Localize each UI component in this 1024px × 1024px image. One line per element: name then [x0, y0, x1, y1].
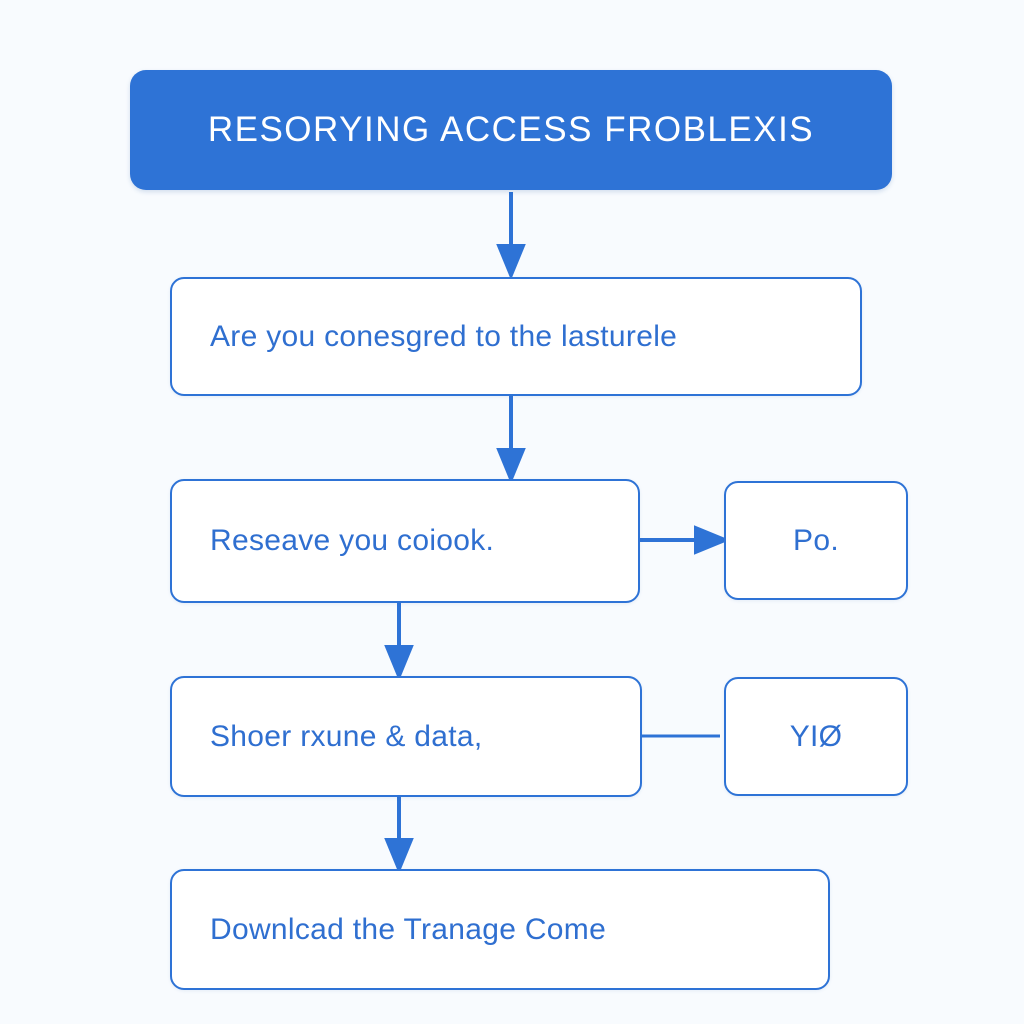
flowchart-node-yes[interactable] [724, 677, 908, 796]
flowchart-node-restart[interactable] [170, 479, 640, 603]
flowchart-node-download[interactable] [170, 869, 830, 990]
flowchart-node-connected[interactable] [170, 277, 862, 396]
flowchart-node-label: Downlcad the Tranage Come [210, 912, 607, 946]
flowchart-node-label: Po. [793, 523, 839, 557]
flowchart-node-label: Are you conesgred to the lasturele [210, 319, 678, 353]
page-title: RESORYING ACCESS FROBLEXIS [207, 110, 815, 149]
flowchart-node-share[interactable] [170, 676, 642, 797]
flowchart-node-label: Shoer rxune & data, [210, 719, 483, 753]
flowchart-node-label: YIØ [789, 719, 843, 753]
flowchart-title-banner [130, 70, 892, 190]
flowchart-node-no[interactable] [724, 481, 908, 600]
flowchart-node-label: Reseave you coiook. [210, 524, 495, 557]
